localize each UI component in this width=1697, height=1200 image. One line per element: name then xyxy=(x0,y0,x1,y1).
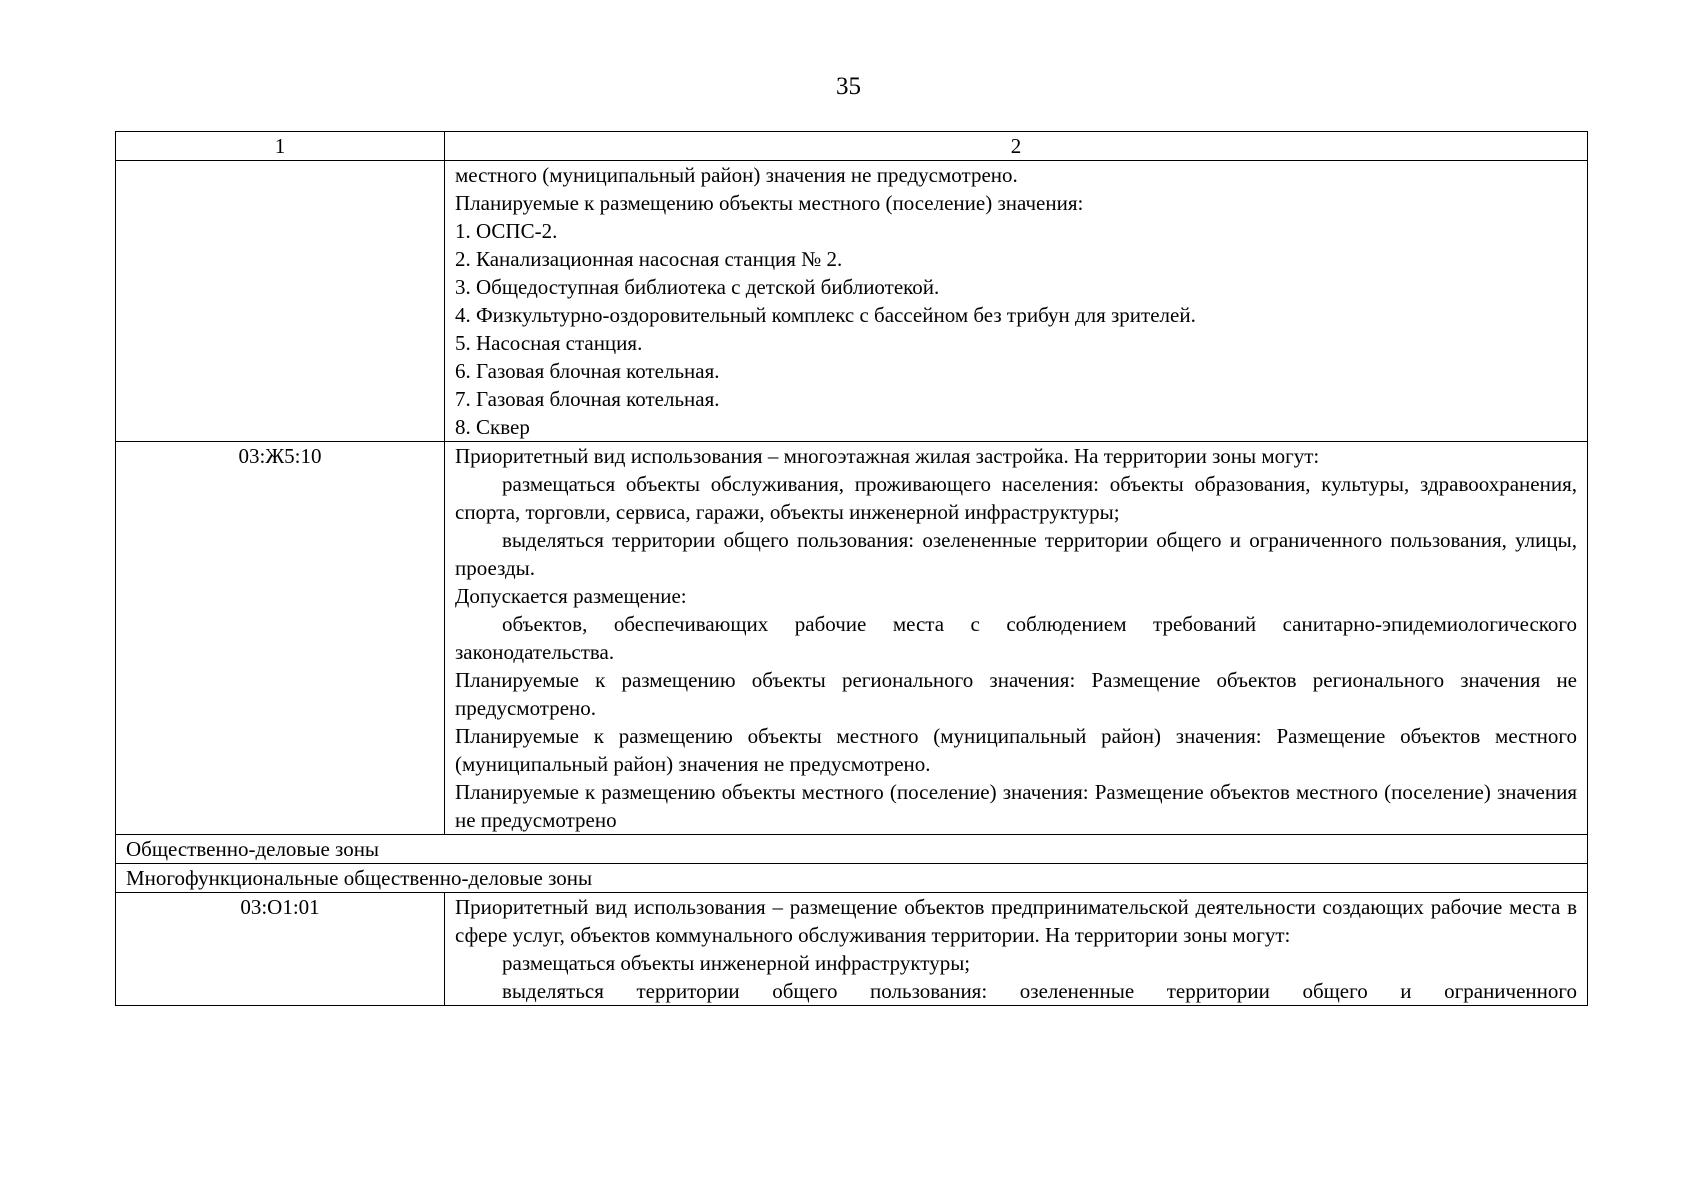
list-item: 1. ОСПС-2. xyxy=(455,219,558,243)
table-row xyxy=(116,161,1588,442)
section-row xyxy=(116,835,1588,864)
header-col-1: 1 xyxy=(116,132,445,161)
description-line: Планируемые к размещению объекты местного (поселение) значения: xyxy=(455,191,1084,215)
description-paragraph: Планируемые к размещению объекты местного (поселение) значения: Размещение объектов местного (поселение) значения не предусмотрено xyxy=(455,780,1577,832)
description-paragraph: Допускается размещение: xyxy=(455,584,687,608)
subsection-heading: Многофункциональные общественно-деловые зоны xyxy=(116,864,1588,893)
list-item: 8. Сквер xyxy=(455,415,530,439)
zone-code-cell xyxy=(116,161,445,442)
zones-table xyxy=(115,131,1588,1006)
page-number: 35 xyxy=(836,73,861,100)
header-col-2: 2 xyxy=(445,132,1588,161)
list-item: 4. Физкультурно-оздоровительный комплекс с бассейном без трибун для зрителей. xyxy=(455,303,1196,327)
list-item: 6. Газовая блочная котельная. xyxy=(455,359,720,383)
description-paragraph: объектов, обеспечивающих рабочие места с соблюдением требований санитарно-эпидемиологического законодательства. xyxy=(455,612,1577,664)
zone-code-cell: 03:Ж5:10 xyxy=(116,442,445,835)
table-row xyxy=(116,442,1588,835)
zone-description-cell xyxy=(445,161,1588,442)
zone-code-cell: 03:О1:01 xyxy=(116,893,445,1006)
description-paragraph: Планируемые к размещению объекты регионального значения: Размещение объектов регионального значения не предусмотрено. xyxy=(455,668,1577,720)
zone-description-cell xyxy=(445,442,1588,835)
description-paragraph: Планируемые к размещению объекты местного (муниципальный район) значения: Размещение объектов местного (муниципальный район) значения не предусмотрено. xyxy=(455,724,1577,776)
description-paragraph: Приоритетный вид использования – размещение объектов предпринимательской деятельности создающих рабочие места в сфере услуг, объектов коммунального обслуживания территории. На территории зоны могут: xyxy=(455,895,1577,947)
description-paragraph: Приоритетный вид использования – многоэтажная жилая застройка. На территории зоны могут: xyxy=(455,444,1320,468)
section-row xyxy=(116,864,1588,893)
description-paragraph: выделяться территории общего пользования: озелененные территории общего и ограниченного пользования, улицы, проезды. xyxy=(455,528,1577,580)
description-line: местного (муниципальный район) значения не предусмотрено. xyxy=(455,163,1018,187)
description-paragraph: размещаться объекты инженерной инфраструктуры; xyxy=(502,951,971,975)
description-paragraph: размещаться объекты обслуживания, проживающего населения: объекты образования, культуры, здравоохранения, спорта, торговли, сервиса, гаражи, объекты инженерной инфраструктуры; xyxy=(455,472,1577,524)
list-item: 5. Насосная станция. xyxy=(455,331,643,355)
zone-description-cell xyxy=(445,893,1588,1006)
section-heading: Общественно-деловые зоны xyxy=(116,835,1588,864)
list-item: 2. Канализационная насосная станция № 2. xyxy=(455,247,843,271)
list-item: 3. Общедоступная библиотека с детской библиотекой. xyxy=(455,275,940,299)
description-paragraph: выделяться территории общего пользования: озелененные территории общего и ограниченного xyxy=(502,979,1577,1003)
list-item: 7. Газовая блочная котельная. xyxy=(455,387,720,411)
table-row xyxy=(116,893,1588,1006)
table-header-row xyxy=(116,132,1588,161)
